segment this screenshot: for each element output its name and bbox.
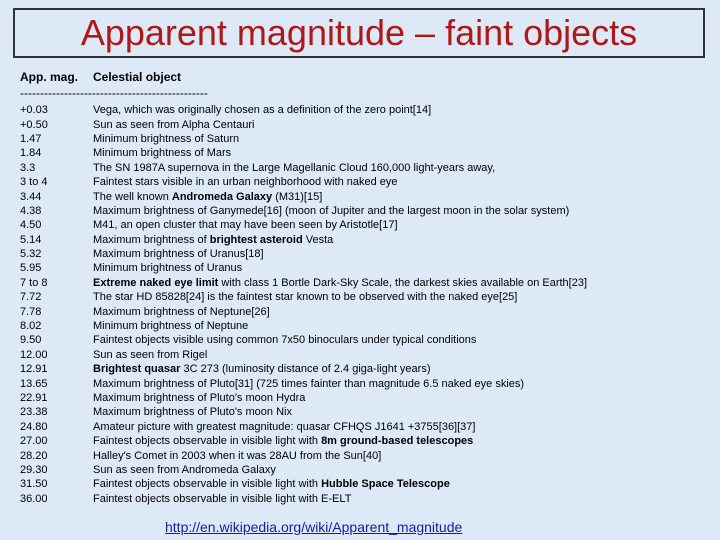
table-row (20, 348, 710, 362)
table-row (20, 204, 710, 218)
object-text: Minimum brightness of Uranus (93, 262, 243, 275)
object-description (93, 334, 710, 346)
magnitude-value: 22.91 (20, 392, 48, 404)
object-text: (M31)[15] (272, 190, 323, 203)
object-text: Maximum brightness of Pluto[31] (725 times fainter than magnitude 6.5 naked eye skies) (93, 377, 525, 390)
object-text: Maximum brightness of Pluto's moon Hydra (93, 392, 306, 404)
magnitude-value: +0.50 (20, 118, 48, 131)
object-text: Minimum brightness of Mars (93, 147, 232, 160)
table-row (20, 103, 710, 117)
object-text: Maximum brightness of Ganymede[16] (moon of Jupiter and the largest moon in the solar system) (93, 204, 570, 217)
object-description (93, 378, 710, 390)
magnitude-value: 13.65 (20, 377, 48, 390)
object-description (93, 406, 710, 418)
object-text: Faintest objects observable in visible light with E-ELT (93, 492, 352, 505)
table-row (20, 362, 710, 376)
object-text: The star HD 85828[24] is the faintest star known to be observed with the naked eye[25] (93, 291, 518, 304)
object-text: Maximum brightness of Uranus[18] (93, 248, 264, 261)
object-text: Faintest objects visible using common 7x50 binoculars under typical conditions (93, 334, 477, 347)
magnitude-value: 12.91 (20, 363, 48, 376)
table-row (20, 463, 710, 477)
magnitude-value: 7 to 8 (20, 276, 48, 289)
magnitude-value: 4.50 (20, 219, 42, 232)
table-row (20, 117, 710, 131)
table-row (20, 161, 710, 175)
object-text: M41, an open cluster that may have been seen by Aristotle[17] (93, 219, 398, 232)
object-description (93, 464, 710, 476)
object-description (93, 133, 710, 145)
magnitude-value: +0.03 (20, 104, 48, 117)
object-highlight: Hubble Space Telescope (321, 478, 450, 491)
object-text: Sun as seen from Alpha Centauri (93, 118, 255, 131)
object-description (93, 119, 710, 131)
object-text: Sun as seen from Andromeda Galaxy (93, 463, 276, 476)
object-text: Minimum brightness of Saturn (93, 132, 240, 145)
separator-line: ----------------------------------------------- (20, 86, 208, 100)
object-text: Halley's Comet in 2003 when it was 28AU from the Sun[40] (93, 449, 382, 462)
table-row (20, 448, 710, 462)
magnitude-value: 28.20 (20, 449, 48, 462)
table-row (20, 261, 710, 275)
table-row (20, 391, 710, 405)
object-description (93, 306, 710, 318)
object-text: Amateur picture with greatest magnitude: quasar CFHQS J1641 +3755[36][37] (93, 420, 476, 433)
object-description (93, 421, 710, 433)
object-description (93, 262, 710, 274)
table-row (20, 376, 710, 390)
magnitude-value: 1.84 (20, 147, 42, 160)
magnitude-value: 1.47 (20, 132, 42, 145)
object-text: Maximum brightness of Pluto's moon Nix (93, 406, 292, 419)
object-text: Maximum brightness of Neptune[26] (93, 305, 270, 318)
table-row (20, 247, 710, 261)
magnitude-value: 31.50 (20, 478, 48, 491)
object-highlight: Brightest quasar (93, 363, 181, 376)
table-header (20, 70, 181, 84)
table-row (20, 233, 710, 247)
object-text: The well known (93, 190, 172, 203)
magnitude-value: 3.44 (20, 190, 42, 203)
table-row (20, 420, 710, 434)
table-row (20, 492, 710, 506)
object-text: with class 1 Bortle Dark-Sky Scale, the darkest skies available on Earth[23] (218, 276, 588, 289)
table-row (20, 434, 710, 448)
table-row (20, 304, 710, 318)
table-row (20, 276, 710, 290)
object-description (93, 277, 710, 289)
object-description (93, 450, 710, 462)
magnitude-value: 36.00 (20, 492, 48, 505)
magnitude-value: 9.50 (20, 334, 42, 347)
table-row (20, 146, 710, 160)
object-description (93, 349, 710, 361)
object-highlight: Andromeda Galaxy (171, 190, 273, 203)
object-description (93, 176, 710, 188)
magnitude-value: 23.38 (20, 406, 48, 419)
title-box (13, 8, 705, 58)
table-row (20, 218, 710, 232)
magnitude-value: 3.3 (20, 161, 36, 174)
magnitude-value: 24.80 (20, 420, 48, 433)
object-description (93, 191, 710, 203)
object-description (93, 363, 710, 375)
page-title: Apparent magnitude – faint objects (80, 12, 638, 53)
wikipedia-link[interactable]: http://en.wikipedia.org/wiki/Apparent_magnitude (165, 519, 463, 535)
header-app-mag: App. mag. (20, 70, 79, 84)
object-description (93, 205, 710, 217)
table-row (20, 405, 710, 419)
object-description (93, 478, 710, 490)
object-text: Faintest stars visible in an urban neighborhood with naked eye (93, 176, 398, 189)
object-description (93, 104, 710, 116)
magnitude-value: 8.02 (20, 320, 42, 333)
magnitude-value: 5.32 (20, 248, 42, 261)
table-row (20, 290, 710, 304)
magnitude-value: 12.00 (20, 348, 48, 361)
object-description (93, 320, 710, 332)
object-text: Vega, which was originally chosen as a definition of the zero point[14] (93, 104, 432, 117)
object-text: Sun as seen from Rigel (93, 348, 208, 361)
table-row (20, 319, 710, 333)
object-text: The SN 1987A supernova in the Large Magellanic Cloud 160,000 light-years away, (93, 161, 496, 174)
object-description (93, 162, 710, 174)
object-text: Minimum brightness of Neptune (93, 320, 249, 333)
object-description (93, 435, 710, 447)
magnitude-value: 7.72 (20, 291, 42, 304)
object-description (93, 493, 710, 505)
object-description (93, 248, 710, 260)
object-text: Faintest objects observable in visible light with (93, 435, 322, 448)
object-description (93, 219, 710, 231)
object-highlight: 8m ground-based telescopes (321, 435, 474, 448)
magnitude-value: 5.95 (20, 262, 42, 275)
magnitude-value: 4.38 (20, 204, 42, 217)
table-row (20, 175, 710, 189)
magnitude-value: 27.00 (20, 435, 48, 448)
object-description (93, 291, 710, 303)
table-row (20, 132, 710, 146)
magnitude-value: 7.78 (20, 305, 42, 318)
object-text: Vesta (302, 233, 334, 246)
magnitude-value: 3 to 4 (20, 176, 48, 189)
magnitude-table (20, 103, 710, 506)
table-row (20, 333, 710, 347)
table-row (20, 477, 710, 491)
header-celestial-object: Celestial object (93, 70, 182, 84)
magnitude-value: 29.30 (20, 463, 48, 476)
magnitude-value: 5.14 (20, 233, 42, 246)
object-highlight: brightest asteroid (209, 233, 303, 246)
object-description (93, 234, 710, 246)
object-highlight: Extreme naked eye limit (93, 276, 219, 289)
object-description (93, 392, 710, 404)
object-description (93, 147, 710, 159)
table-row (20, 189, 710, 203)
object-text: Faintest objects observable in visible light with (93, 478, 322, 491)
object-text: Maximum brightness of (93, 233, 210, 246)
object-text: 3C 273 (luminosity distance of 2.4 giga-light years) (180, 363, 431, 376)
